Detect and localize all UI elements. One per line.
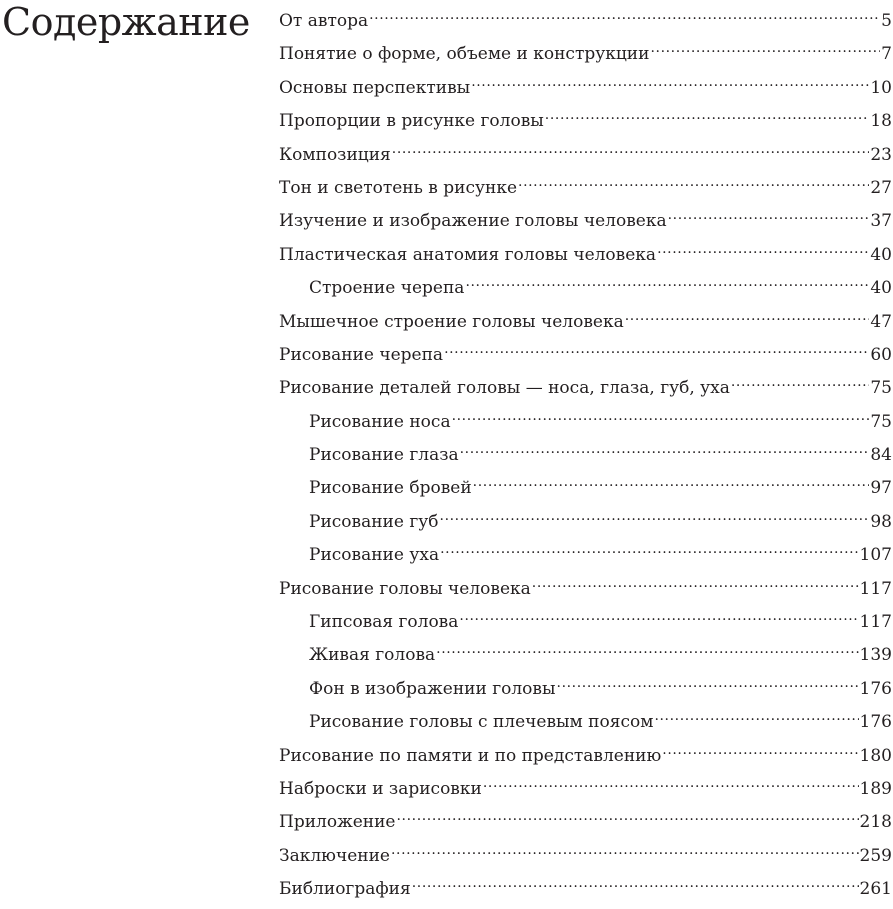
toc-entry-page: 23 xyxy=(870,144,892,165)
dot-leader xyxy=(662,747,858,761)
toc-entry-title: Рисование глаза xyxy=(309,445,459,466)
toc-subentry[interactable] xyxy=(279,708,892,741)
toc-entry-page: 259 xyxy=(859,845,892,866)
dot-leader xyxy=(532,580,859,594)
dot-leader xyxy=(545,112,870,126)
dot-leader xyxy=(465,279,869,293)
toc-entry-title: Пропорции в рисунке головы xyxy=(279,111,544,132)
toc-entry-title: Рисование носа xyxy=(309,411,451,432)
toc-entry-title: Приложение xyxy=(279,812,396,833)
toc-entry-page: 261 xyxy=(859,879,892,900)
toc-entry-page: 107 xyxy=(859,545,892,566)
toc-subentry[interactable] xyxy=(279,408,892,441)
toc-subentry[interactable] xyxy=(279,641,892,674)
dot-leader xyxy=(452,413,870,427)
toc-entry-page: 189 xyxy=(859,778,892,799)
dot-leader xyxy=(471,79,869,93)
toc-entry-title: Рисование бровей xyxy=(309,478,472,499)
toc-subentry[interactable] xyxy=(279,441,892,474)
toc-entry[interactable] xyxy=(279,40,892,73)
toc-entry-page: 97 xyxy=(870,478,892,499)
toc-entry-title: Строение черепа xyxy=(309,278,465,299)
toc-entry-page: 18 xyxy=(870,111,892,132)
toc-entry-page: 180 xyxy=(859,745,892,766)
toc-subentry[interactable] xyxy=(279,508,892,541)
toc-entry-title: Рисование головы человека xyxy=(279,578,531,599)
dot-leader xyxy=(518,179,869,193)
dot-leader xyxy=(412,880,859,894)
toc-entry-page: 7 xyxy=(881,44,892,65)
toc-entry[interactable] xyxy=(279,141,892,174)
dot-leader xyxy=(650,45,880,59)
toc-entry-title: Рисование уха xyxy=(309,545,440,566)
dot-leader xyxy=(557,680,859,694)
dot-leader xyxy=(654,713,858,727)
dot-leader xyxy=(731,379,869,393)
toc-entry[interactable] xyxy=(279,207,892,240)
dot-leader xyxy=(460,446,870,460)
dot-leader xyxy=(391,847,859,861)
dot-leader xyxy=(392,146,870,160)
dot-leader xyxy=(459,613,858,627)
toc-entry-page: 75 xyxy=(870,411,892,432)
toc-entry-title: Понятие о форме, объеме и конструкции xyxy=(279,44,650,65)
toc-subentry[interactable] xyxy=(279,274,892,307)
toc-entry[interactable] xyxy=(279,341,892,374)
toc-entry-page: 47 xyxy=(870,311,892,332)
toc-entry-title: Фон в изображении головы xyxy=(309,678,556,699)
toc-entry-title: Изучение и изображение головы человека xyxy=(279,211,667,232)
page-title: Содержание xyxy=(2,0,250,44)
toc-entry-title: Рисование губ xyxy=(309,511,439,532)
toc-entry-title: Рисование черепа xyxy=(279,344,444,365)
toc-entry[interactable] xyxy=(279,575,892,608)
toc-entry-page: 117 xyxy=(859,578,892,599)
dot-leader xyxy=(444,346,869,360)
toc-entry-title: Заключение xyxy=(279,845,390,866)
toc-subentry[interactable] xyxy=(279,675,892,708)
toc-entry-title: Наброски и зарисовки xyxy=(279,778,482,799)
dot-leader xyxy=(436,646,858,660)
toc-entry-title: Композиция xyxy=(279,144,391,165)
toc-entry[interactable] xyxy=(279,742,892,775)
toc-subentry[interactable] xyxy=(279,541,892,574)
toc-entry-title: Рисование по памяти и по представлению xyxy=(279,745,662,766)
toc-entry-page: 176 xyxy=(859,678,892,699)
table-of-contents xyxy=(279,7,892,909)
dot-leader xyxy=(440,546,858,560)
toc-entry[interactable] xyxy=(279,7,892,40)
toc-entry-page: 117 xyxy=(859,612,892,633)
dot-leader xyxy=(657,246,869,260)
toc-entry[interactable] xyxy=(279,308,892,341)
dot-leader xyxy=(668,212,870,226)
toc-entry-title: Мышечное строение головы человека xyxy=(279,311,624,332)
toc-entry-page: 40 xyxy=(870,244,892,265)
toc-entry-page: 98 xyxy=(870,511,892,532)
toc-entry-title: Основы перспективы xyxy=(279,77,471,98)
dot-leader xyxy=(440,513,870,527)
toc-entry-page: 40 xyxy=(870,278,892,299)
toc-entry-title: Гипсовая голова xyxy=(309,612,459,633)
toc-entry[interactable] xyxy=(279,241,892,274)
toc-entry-page: 27 xyxy=(870,177,892,198)
toc-subentry[interactable] xyxy=(279,474,892,507)
toc-entry[interactable] xyxy=(279,842,892,875)
toc-entry-page: 37 xyxy=(870,211,892,232)
dot-leader xyxy=(473,479,870,493)
toc-entry-title: От автора xyxy=(279,11,369,31)
toc-entry-page: 84 xyxy=(870,445,892,466)
toc-entry-page: 176 xyxy=(859,712,892,733)
toc-entry-title: Рисование деталей головы — носа, глаза, губ, уха xyxy=(279,378,730,399)
toc-entry-page: 5 xyxy=(881,11,892,31)
toc-entry[interactable] xyxy=(279,74,892,107)
toc-entry-page: 75 xyxy=(870,378,892,399)
toc-entry-page: 218 xyxy=(859,812,892,833)
dot-leader xyxy=(625,313,870,327)
toc-entry[interactable] xyxy=(279,775,892,808)
toc-subentry[interactable] xyxy=(279,608,892,641)
toc-entry[interactable] xyxy=(279,875,892,908)
dot-leader xyxy=(397,813,859,827)
dot-leader xyxy=(369,12,880,26)
toc-entry-title: Рисование головы с плечевым поясом xyxy=(309,712,654,733)
toc-entry-page: 60 xyxy=(870,344,892,365)
toc-entry-title: Библиография xyxy=(279,879,411,900)
toc-entry[interactable] xyxy=(279,174,892,207)
toc-entry-title: Пластическая анатомия головы человека xyxy=(279,244,657,265)
toc-entry[interactable] xyxy=(279,374,892,407)
toc-entry[interactable] xyxy=(279,808,892,841)
toc-entry-page: 10 xyxy=(870,77,892,98)
toc-entry[interactable] xyxy=(279,107,892,140)
toc-entry-page: 139 xyxy=(859,645,892,666)
toc-entry-title: Тон и светотень в рисунке xyxy=(279,177,518,198)
toc-entry-title: Живая голова xyxy=(309,645,436,666)
dot-leader xyxy=(483,780,859,794)
